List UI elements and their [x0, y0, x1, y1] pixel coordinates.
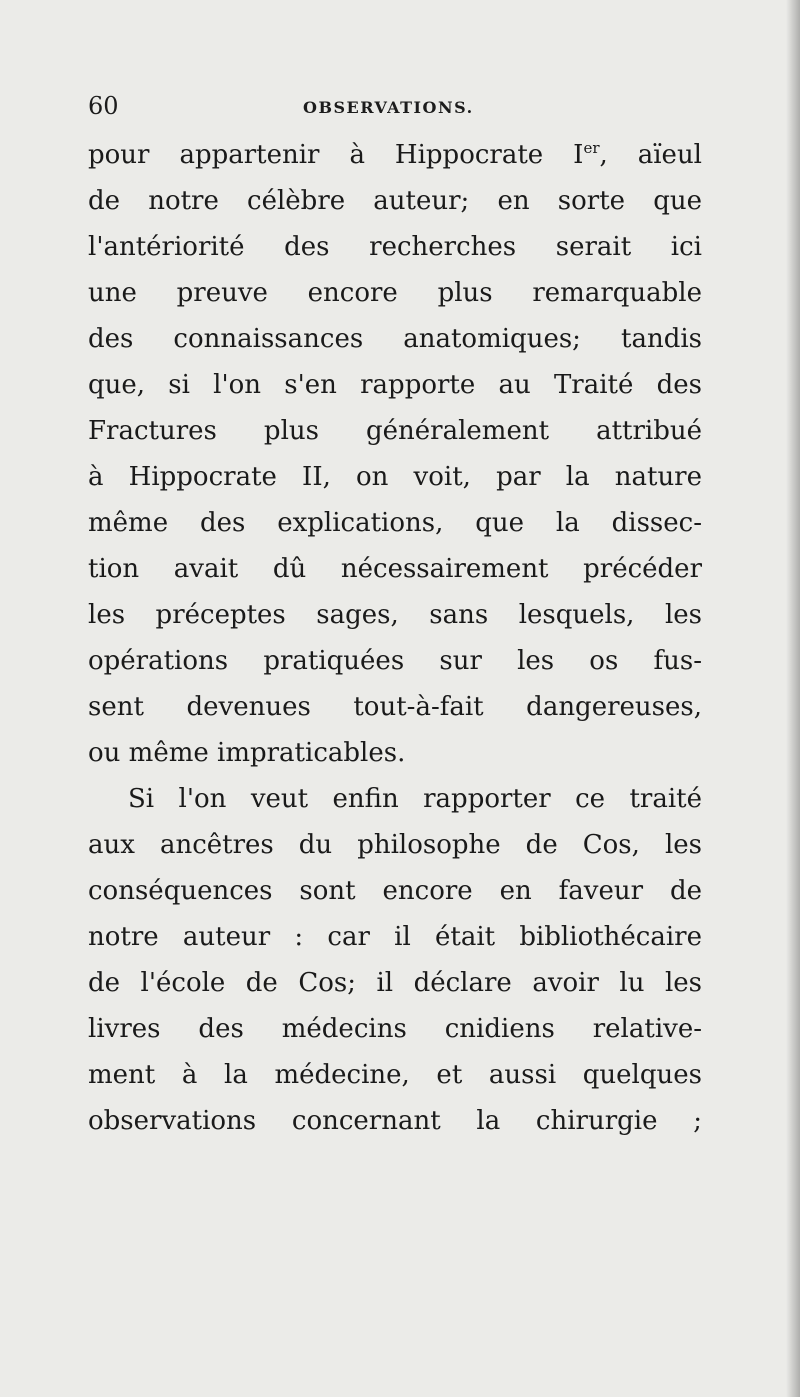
text-line: ment à la médecine, et aussi quelques: [88, 1060, 702, 1090]
text-segment: , aïeul: [599, 140, 702, 170]
text-line: que, si l'on s'en rapporte au Traité des: [88, 370, 702, 400]
running-title: OBSERVATIONS.: [303, 98, 474, 117]
text-line: les préceptes sages, sans lesquels, les: [88, 600, 702, 630]
text-line: livres des médecins cnidiens relative-: [88, 1014, 702, 1044]
text-line: de l'école de Cos; il déclare avoir lu les: [88, 968, 702, 998]
running-head: [88, 92, 708, 122]
text-line: une preuve encore plus remarquable: [88, 278, 702, 308]
text-line: ou même impraticables.: [88, 738, 406, 768]
text-line: à Hippocrate II, on voit, par la nature: [88, 462, 702, 492]
text-line: de notre célèbre auteur; en sorte que: [88, 186, 702, 216]
text-line: conséquences sont encore en faveur de: [88, 876, 702, 906]
body-text: [88, 132, 702, 1144]
text-segment: pour appartenir à Hippocrate I: [88, 140, 584, 170]
text-line: même des explications, que la dissec-: [88, 508, 702, 538]
text-line: notre auteur : car il était bibliothécaire: [88, 922, 702, 952]
text-line: observations concernant la chirurgie ;: [88, 1106, 702, 1136]
text-line: Si l'on veut enfin rapporter ce traité: [128, 784, 702, 814]
text-line: Fractures plus généralement attribué: [88, 416, 702, 446]
page-number: 60: [88, 92, 119, 120]
text-line: opérations pratiquées sur les os fus-: [88, 646, 702, 676]
text-line: l'antériorité des recherches serait ici: [88, 232, 702, 262]
text-line: tion avait dû nécessairement précéder: [88, 554, 702, 584]
text-line: aux ancêtres du philosophe de Cos, les: [88, 830, 702, 860]
superscript: er: [583, 139, 600, 157]
text-line: sent devenues tout-à-fait dangereuses,: [88, 692, 702, 722]
page-edge-shadow: [786, 0, 800, 1397]
text-line: [88, 132, 702, 178]
text-line: des connaissances anatomiques; tandis: [88, 324, 702, 354]
